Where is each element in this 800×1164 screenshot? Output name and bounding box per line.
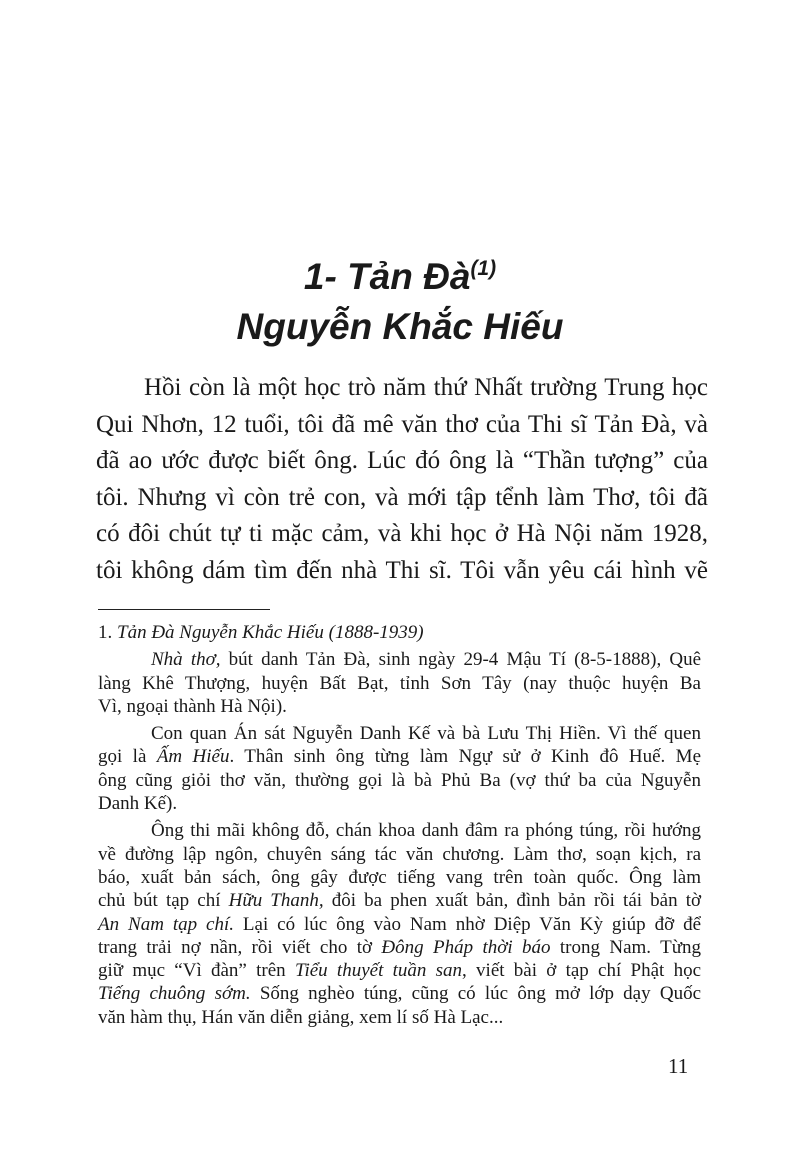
footnote-italic-text: An Nam tạp chí. <box>98 913 234 935</box>
body-line: tôi không dám tìm đến nhà Thi sĩ. Tôi vẫn yêu cái hình vẽ <box>96 556 708 584</box>
footnote-line: về đường lập ngôn, chuyên sáng tác văn chương. Làm thơ, soạn kịch, ra <box>98 843 701 865</box>
body-line: Hồi còn là một học trò năm thứ Nhất trường Trung học <box>144 374 708 401</box>
footnote-line <box>98 648 701 671</box>
chapter-title-line-2: Nguyễn Khắc Hiếu <box>236 306 564 347</box>
footnote-line: Vì, ngoại thành Hà Nội). <box>98 695 287 717</box>
footnote-line <box>98 936 701 959</box>
body-line: đã ao ước được biết ông. Lúc đó ông là “Thần tượng” của <box>96 447 708 474</box>
footnote-line: báo, xuất bản sách, ông gây được tiếng vang trên toàn quốc. Ông làm <box>98 866 701 888</box>
footnote-text: trang trải nợ nần, rồi viết cho tờ <box>98 936 382 958</box>
chapter-title <box>0 252 800 352</box>
footnote-line: Ông thi mãi không đỗ, chán khoa danh đâm ra phóng túng, rồi hướng <box>151 820 701 842</box>
footnote-number: 1. <box>98 622 113 643</box>
chapter-title-line-1 <box>0 252 800 302</box>
body-paragraph <box>96 370 708 589</box>
footnote-italic-text: Tiếng chuông sớm. <box>98 983 251 1005</box>
footnote-text: trong Nam. Từng <box>550 936 701 958</box>
footnote-italic-text: Hữu Thanh, <box>228 890 324 912</box>
footnote-paragraph-3 <box>98 819 701 1029</box>
footnote-italic-text: Đông Pháp thời báo <box>381 936 551 958</box>
footnote-text: giữ mục “Vì đàn” trên <box>98 960 295 982</box>
body-line: có đôi chút tự ti mặc cảm, và khi học ở Hà Nội năm 1928, <box>96 520 708 547</box>
footnote-line <box>98 745 701 768</box>
body-line: Qui Nhơn, 12 tuổi, tôi đã mê văn thơ của Thi sĩ Tản Đà, và <box>96 410 708 438</box>
footnote-line <box>98 913 701 936</box>
footnote-text: chủ bút tạp chí <box>98 890 229 912</box>
footnote-line <box>98 889 701 912</box>
body-line: tôi. Nhưng vì còn trẻ con, và mới tập tểnh làm Thơ, tôi đã <box>96 483 708 511</box>
footnote-text: bút danh Tản Đà, sinh ngày 29-4 Mậu Tí (8-5-1888), Quê <box>220 649 702 671</box>
footnote-line: ông cũng giỏi thơ văn, thường gọi là bà Phủ Ba (vợ thứ ba của Nguyễn <box>98 769 701 791</box>
footnote-paragraph-1 <box>98 648 701 718</box>
footnote-text: . Thân sinh ông từng làm Ngự sử ở Kinh đô Huế. Mẹ <box>229 746 701 768</box>
footnote-line: làng Khê Thượng, huyện Bất Bạt, tỉnh Sơn Tây (nay thuộc huyện Ba <box>98 672 701 694</box>
footnote-italic-text: Tiểu thuyết tuần san <box>294 960 463 982</box>
page-number: 11 <box>668 1054 689 1078</box>
footnote-text: đôi ba phen xuất bản, đình bản rồi tái bản tờ <box>323 890 702 912</box>
footnote-heading-text: Tản Đà Nguyễn Khắc Hiếu (1888-1939) <box>117 622 424 643</box>
footnote-text: Lại có lúc ông vào Nam nhờ Diệp Văn Kỳ giúp đỡ để <box>234 913 701 935</box>
footnote-text: gọi là <box>98 746 157 768</box>
title-footnote-ref: (1) <box>470 257 497 280</box>
footnote-line: Danh Kế). <box>98 793 178 815</box>
footnote-text: , viết bài ở tạp chí Phật học <box>462 960 701 982</box>
footnote-line <box>98 982 701 1005</box>
chapter-title-main: 1- Tản Đà <box>303 256 471 297</box>
footnote-italic-text: Nhà thơ, <box>151 649 221 671</box>
footnote-divider <box>98 609 270 610</box>
footnote-heading <box>98 621 701 644</box>
footnote-line <box>98 959 701 982</box>
footnote-text: Sống nghèo túng, cũng có lúc ông mở lớp dạy Quốc <box>250 983 701 1005</box>
footnote-line: Con quan Án sát Nguyễn Danh Kế và bà Lưu Thị Hiền. Vì thế quen <box>151 723 701 745</box>
footnote-paragraph-2 <box>98 722 701 815</box>
footnote-italic-text: Ấm Hiếu <box>156 746 230 768</box>
footnote-line: văn hàm thụ, Hán văn diễn giảng, xem lí số Hà Lạc... <box>98 1006 504 1028</box>
footnote <box>98 621 701 1029</box>
